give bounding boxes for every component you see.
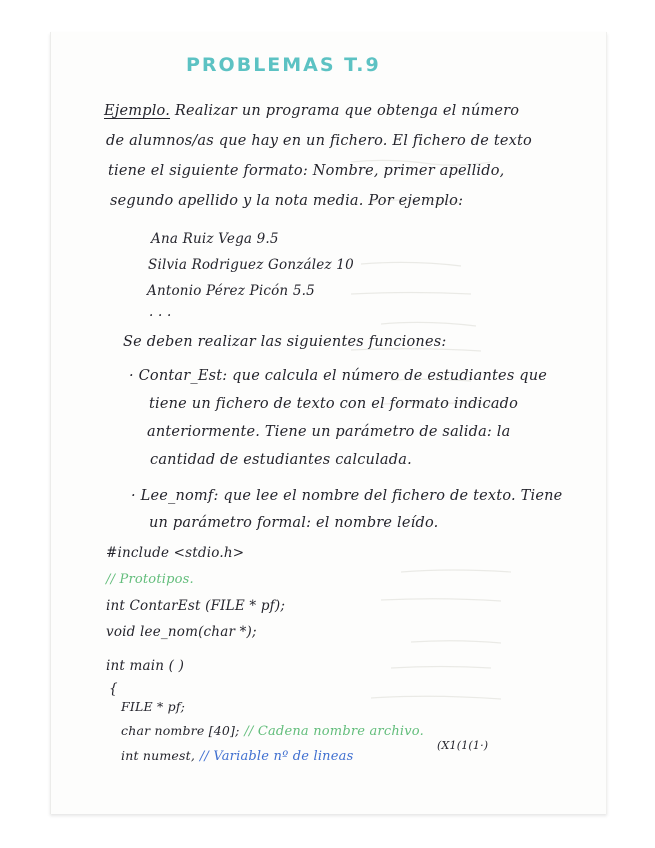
page-title: PROBLEMAS T.9 <box>186 54 381 76</box>
code-comment-prototipos: // Prototipos. <box>106 572 194 587</box>
code-prototype-contar: int ContarEst (FILE * pf); <box>106 598 286 614</box>
intro-line-3: tiene el siguiente formato: Nombre, primer apellido, <box>108 163 505 179</box>
code-open-brace: { <box>109 681 118 697</box>
intro-line-1 <box>104 103 519 119</box>
notebook-page <box>50 32 607 814</box>
code-char-decl: char nombre [40]; <box>121 723 240 738</box>
intro-line-1-text: Realizar un programa que obtenga el número <box>174 103 520 119</box>
example-record-1: Ana Ruiz Vega 9.5 <box>151 231 279 247</box>
example-label: Ejemplo. <box>104 103 171 119</box>
example-record-2: Silvia Rodriguez González 10 <box>148 257 354 273</box>
code-int-comment: // Variable nº de lineas <box>199 749 354 764</box>
intro-line-2: de alumnos/as que hay en un fichero. El fichero de texto <box>106 133 532 149</box>
contar-line-3: anteriormente. Tiene un parámetro de salida: la <box>147 424 511 440</box>
code-include: #include <stdio.h> <box>106 545 245 561</box>
code-file-decl: FILE * pf; <box>121 699 186 714</box>
contar-line-4: cantidad de estudiantes calculada. <box>150 452 412 468</box>
intro-line-4: segundo apellido y la nota media. Por ejemplo: <box>110 193 464 209</box>
functions-intro: Se deben realizar las siguientes funciones: <box>123 334 447 350</box>
bleed-through-marks <box>51 32 606 814</box>
example-record-3: Antonio Pérez Picón 5.5 <box>147 283 315 299</box>
code-char-line <box>121 723 424 739</box>
contar-line-1: · Contar_Est: que calcula el número de estudiantes que <box>129 368 548 384</box>
lee-line-1: · Lee_nomf: que lee el nombre del fichero de texto. Tiene <box>131 488 563 504</box>
code-prototype-lee: void lee_nom(char *); <box>106 624 257 640</box>
code-int-line <box>121 748 353 764</box>
code-main: int main ( ) <box>106 658 185 674</box>
contar-line-2: tiene un fichero de texto con el formato indicado <box>149 396 519 412</box>
code-char-comment: // Cadena nombre archivo. <box>244 724 424 739</box>
lee-line-2: un parámetro formal: el nombre leído. <box>149 515 439 531</box>
code-int-decl: int numest, <box>121 748 196 763</box>
example-ellipsis: . . . <box>149 304 172 320</box>
code-margin-note: (X1(1(1·) <box>437 739 489 752</box>
